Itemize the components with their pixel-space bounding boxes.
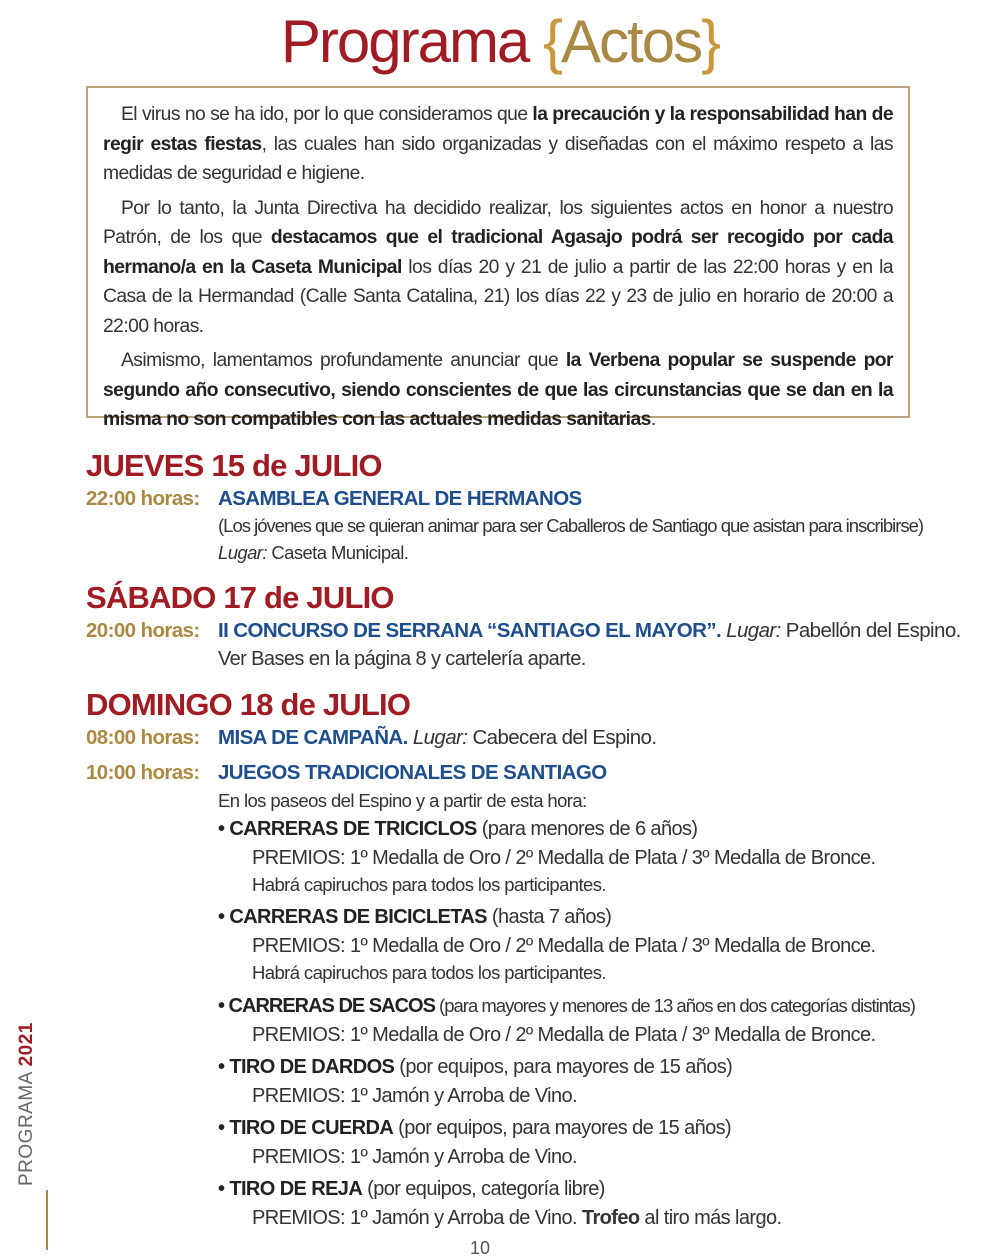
event-note: (Los jóvenes que se quieran animar para ser Caballeros de Santiago que asistan para inscribirse) bbox=[218, 515, 924, 536]
item-prizes: PREMIOS: 1º Jamón y Arroba de Vino. Trofeo al tiro más largo. bbox=[252, 1207, 782, 1229]
intro-paragraph-1: El virus no se ha ido, por lo que consideramos que la precaución y la responsabilidad han de regir estas fiestas, las cuales han sido organizadas y diseñadas con el máximo respeto a las medidas de seguridad e higiene. bbox=[103, 104, 893, 184]
event-note: Ver Bases en la página 8 y cartelería aparte. bbox=[218, 648, 586, 670]
item-prizes: PREMIOS: 1º Medalla de Oro / 2º Medalla de Plata / 3º Medalla de Bronce. bbox=[252, 1024, 876, 1046]
side-label: PROGRAMA 2021 bbox=[16, 1022, 37, 1186]
title-brace-open: { bbox=[542, 8, 562, 75]
event-time: 08:00 horas: bbox=[86, 726, 200, 749]
item-prizes: PREMIOS: 1º Jamón y Arroba de Vino. bbox=[252, 1085, 577, 1107]
intro-paragraph-3: Asimismo, lamentamos profundamente anunciar que la Verbena popular se suspende por segundo año consecutivo, siendo conscientes de que las circunstancias que se dan en la misma no son compatibles con las actuales medidas sanitarias. bbox=[103, 350, 893, 430]
list-item-reja: • TIRO DE REJA (por equipos, categoría libre) bbox=[218, 1178, 605, 1200]
page-title bbox=[0, 6, 1000, 78]
item-prizes: PREMIOS: 1º Medalla de Oro / 2º Medalla de Plata / 3º Medalla de Bronce. bbox=[252, 935, 876, 957]
item-extra: Habrá capiruchos para todos los participantes. bbox=[252, 962, 606, 983]
title-main: Programa bbox=[280, 8, 529, 75]
event-title-serrana: II CONCURSO DE SERRANA “SANTIAGO EL MAYOR”. Lugar: Pabellón del Espino. bbox=[218, 619, 961, 642]
event-time: 20:00 horas: bbox=[86, 619, 200, 642]
event-time: 10:00 horas: bbox=[86, 761, 200, 784]
title-accent: Actos bbox=[561, 8, 702, 75]
list-item-dardos: • TIRO DE DARDOS (por equipos, para mayores de 15 años) bbox=[218, 1056, 733, 1078]
page-number: 10 bbox=[470, 1238, 491, 1258]
title-brace-close: } bbox=[701, 8, 720, 75]
intro-box bbox=[86, 86, 910, 430]
event-note: En los paseos del Espino y a partir de esta hora: bbox=[218, 790, 587, 811]
day-heading-sabado: SÁBADO 17 de JULIO bbox=[86, 580, 394, 615]
list-item-cuerda: • TIRO DE CUERDA (por equipos, para mayores de 15 años) bbox=[218, 1117, 732, 1139]
list-item-sacos: • CARRERAS DE SACOS (para mayores y menores de 13 años en dos categorías distintas) bbox=[218, 995, 915, 1017]
day-heading-jueves: JUEVES 15 de JULIO bbox=[86, 448, 382, 483]
side-rule bbox=[46, 1190, 48, 1250]
event-time: 22:00 horas: bbox=[86, 487, 200, 510]
event-title-juegos: JUEGOS TRADICIONALES DE SANTIAGO bbox=[218, 761, 607, 784]
list-item-triciclos: • CARRERAS DE TRICICLOS (para menores de 6 años) bbox=[218, 818, 698, 840]
event-place: Lugar: Caseta Municipal. bbox=[218, 542, 409, 563]
item-prizes: PREMIOS: 1º Jamón y Arroba de Vino. bbox=[252, 1146, 577, 1168]
item-prizes: PREMIOS: 1º Medalla de Oro / 2º Medalla de Plata / 3º Medalla de Bronce. bbox=[252, 847, 876, 869]
intro-paragraph-2: Por lo tanto, la Junta Directiva ha decidido realizar, los siguientes actos en honor a nuestro Patrón, de los que destacamos que el tradicional Agasajo podrá ser recogido por cada hermano/a en la Caseta Municipal los días 20 y 21 de julio a partir de las 22:00 horas y en la Casa de la Hermandad (Calle Santa Catalina, 21) los días 22 y 23 de julio en horario de 20:00 a 22:00 horas. bbox=[103, 197, 893, 337]
list-item-bicicletas: • CARRERAS DE BICICLETAS (hasta 7 años) bbox=[218, 906, 612, 928]
event-title-misa: MISA DE CAMPAÑA. Lugar: Cabecera del Espino. bbox=[218, 726, 657, 749]
item-extra: Habrá capiruchos para todos los participantes. bbox=[252, 874, 606, 895]
event-title-asamblea: ASAMBLEA GENERAL DE HERMANOS bbox=[218, 487, 582, 510]
day-heading-domingo: DOMINGO 18 de JULIO bbox=[86, 687, 411, 722]
